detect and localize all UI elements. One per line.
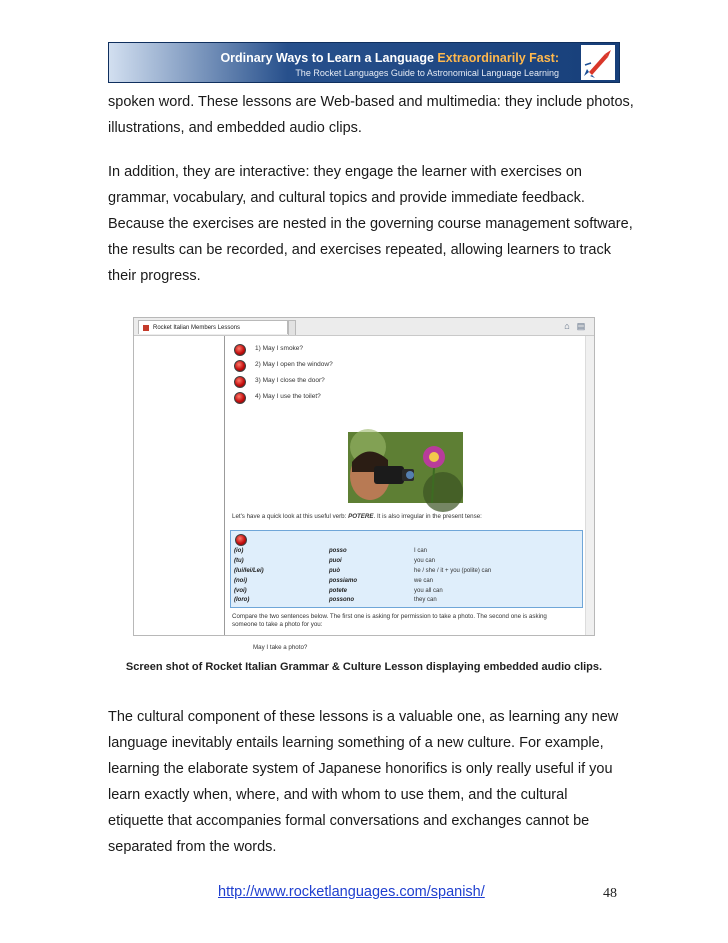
english-translation: he / she / it + you (polite) can — [414, 568, 492, 574]
english-translation: they can — [414, 597, 437, 603]
browser-tab-bar — [134, 318, 594, 336]
conjugation-row — [234, 597, 581, 607]
pronoun: (io) — [234, 548, 244, 554]
verb-form: può — [329, 568, 340, 574]
tab-favicon-icon — [143, 325, 149, 331]
paragraph-line: Because the exercises are nested in the governing course management software, — [108, 216, 633, 232]
english-translation: we can — [414, 578, 434, 584]
photo-question: May I take a photo? — [253, 644, 308, 651]
scrollbar[interactable] — [585, 336, 594, 635]
verb-form: possono — [329, 597, 354, 603]
paragraph-line: grammar, vocabulary, and cultural topics and provide immediate feedback. — [108, 190, 585, 206]
paragraph-1 — [108, 89, 638, 141]
pronoun: (loro) — [234, 597, 250, 603]
header-banner — [108, 42, 620, 83]
banner-title-main: Ordinary Ways to Learn a Language — [220, 51, 434, 65]
paragraph-line: etiquette that accompanies formal conversations and exchanges cannot be — [108, 813, 590, 829]
page-menu-icon[interactable]: ▤ — [576, 321, 586, 331]
paragraph-line: illustrations, and embedded audio clips. — [108, 120, 362, 136]
paragraph-line: the results can be recorded, and exercises repeated, allowing learners to track — [108, 242, 611, 258]
new-tab-button[interactable] — [288, 320, 296, 335]
question-text: 3) May I close the door? — [255, 377, 325, 384]
paragraph-line: The cultural component of these lessons is a valuable one, as learning any new — [108, 709, 619, 725]
conjugation-row — [234, 558, 581, 568]
play-audio-icon[interactable] — [234, 344, 246, 356]
verb-form: puoi — [329, 558, 342, 564]
compare-line: Compare the two sentences below. The first one is asking for permission to take a photo. The second one is asking — [232, 613, 547, 620]
paragraph-line: learn exactly when, where, and with whom to use them, and the cultural — [108, 787, 568, 803]
verb-name: POTERE — [348, 513, 374, 520]
compare-instructions — [232, 613, 582, 629]
paragraph-line: spoken word. These lessons are Web-based and multimedia: they include photos, — [108, 94, 634, 110]
browser-tab[interactable] — [138, 320, 288, 334]
question-text: 4) May I use the toilet? — [255, 393, 321, 400]
play-audio-icon[interactable] — [235, 534, 247, 546]
pronoun: (voi) — [234, 588, 247, 594]
paragraph-3 — [108, 704, 638, 860]
banner-subtitle: The Rocket Languages Guide to Astronomical Language Learning — [295, 68, 559, 78]
verb-intro — [232, 513, 482, 520]
photographer-photo — [348, 432, 463, 503]
pronoun: (lui/lei/Lei) — [234, 568, 264, 574]
lesson-screenshot — [133, 317, 595, 651]
figure-caption: Screen shot of Rocket Italian Grammar & Culture Lesson displaying embedded audio clips. — [125, 661, 603, 673]
conjugation-table — [230, 530, 583, 608]
compare-line: someone to take a photo for you: — [232, 621, 323, 628]
conjugation-row — [234, 548, 581, 558]
verb-form: possiamo — [329, 578, 358, 584]
pronoun: (tu) — [234, 558, 244, 564]
lesson-content — [224, 336, 585, 651]
question-text: 2) May I open the window? — [255, 361, 333, 368]
banner-title — [220, 51, 559, 65]
english-translation: I can — [414, 548, 428, 554]
english-translation: you can — [414, 558, 436, 564]
play-audio-icon[interactable] — [234, 376, 246, 388]
conjugation-row — [234, 578, 581, 588]
tab-label: Rocket Italian Members Lessons — [153, 325, 241, 331]
paragraph-line: language inevitably entails learning something of a new culture. For example, — [108, 735, 604, 751]
english-translation: you all can — [414, 588, 443, 594]
banner-title-highlight: Extraordinarily Fast: — [437, 51, 559, 65]
verb-intro-suffix: . It is also irregular in the present tense: — [373, 513, 482, 520]
paragraph-line: their progress. — [108, 268, 201, 284]
verb-intro-prefix: Let's have a quick look at this useful verb: — [232, 513, 349, 520]
pronoun: (noi) — [234, 578, 247, 584]
rocket-icon — [581, 45, 615, 80]
verb-form: potete — [329, 588, 347, 594]
paragraph-2 — [108, 159, 638, 289]
paragraph-line: separated from the words. — [108, 839, 277, 855]
conjugation-row — [234, 568, 581, 578]
left-panel — [134, 336, 225, 635]
verb-form: posso — [329, 548, 347, 554]
page-number: 48 — [603, 886, 617, 901]
question-text: 1) May I smoke? — [255, 345, 304, 352]
paragraph-line: learning the elaborate system of Japanese honorifics is only really useful if you — [108, 761, 613, 777]
play-audio-icon[interactable] — [234, 360, 246, 372]
footer-url-link[interactable]: http://www.rocketlanguages.com/spanish/ — [218, 884, 485, 900]
paragraph-line: In addition, they are interactive: they engage the learner with exercises on — [108, 164, 582, 180]
home-icon[interactable]: ⌂ — [564, 321, 570, 331]
play-audio-icon[interactable] — [234, 392, 246, 404]
